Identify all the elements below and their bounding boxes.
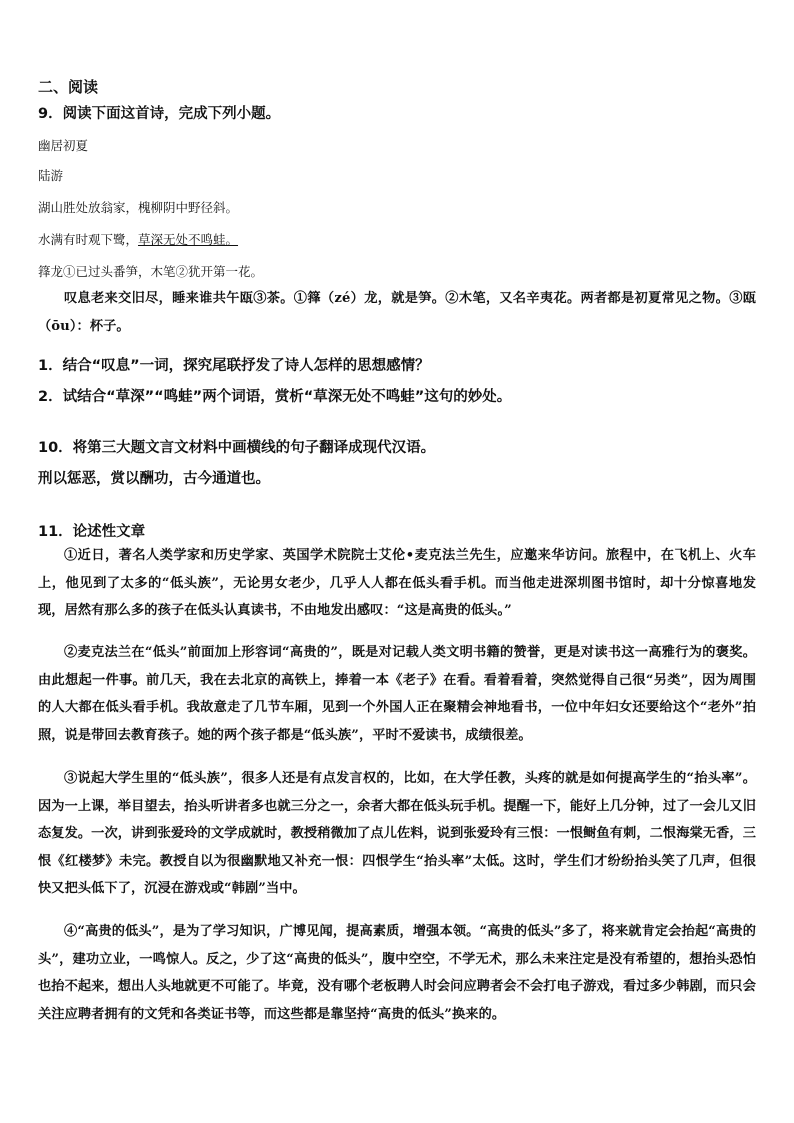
poem-line-1: 湖山胜处放翁家，槐柳阴中野径斜。 <box>38 200 239 215</box>
q11-paragraph-2: ②麦克法兰在“低头”前面加上形容词“高贵的”，既是对记载人类文明书籍的赞誉，更是对读书这一高雅行为的褒奖。由此想起一件事。前几天，我在去北京的高铁上，捧着一本《老子》在看。看着看着，突然觉得自己很“另类”，因为周围的人大都在低头看手机。我故意走了几节车厢，见到一个外国人正在聚精会神地看书，一位中年妇女还要给这个“老外”拍照，说是带回去教育孩子。她的两个孩子都是“低头族”，平时不爱读书，成绩很差。 <box>38 645 756 743</box>
q10-prompt: 10．将第三大题文言文材料中画横线的句子翻译成现代汉语。 <box>38 440 436 456</box>
q9-subquestion-1: 1．结合“叹息”一词，探究尾联抒发了诗人怎样的思想感情？ <box>38 358 430 374</box>
q11-paragraph-4: ④“高贵的低头”，是为了学习知识，广博见闻，提高素质，增强本领。“高贵的低头”多了，将来就肯定会抬起“高贵的头”，建功立业，一鸣惊人。反之，少了这“高贵的低头”，腹中空空，不学无术，那么未来注定是没有希望的，想抬头恐怕也抬不起来，想出人头地就更不可能了。毕竟，没有哪个老板聘人时会问应聘者会不会打电子游戏，看过多少韩剧，而只会关注应聘者拥有的文凭和各类证书等，而这些都是靠坚持“高贵的低头”换来的。 <box>38 924 756 1022</box>
q10-sentence: 刑以惩恶，赏以酬功，古今通道也。 <box>38 471 270 487</box>
q9-subquestion-2: 2．试结合“草深”“鸣蛙”两个词语，赏析“草深无处不鸣蛙”这句的妙处。 <box>38 389 512 405</box>
poem-line-3: 箨龙①已过头番笋，木笔②犹开第一花。 <box>38 264 264 279</box>
section-title: 二、阅读 <box>38 78 99 96</box>
poem-author: 陆游 <box>38 168 64 183</box>
poem-line-2-first: 水满有时观下鹭， <box>38 232 139 247</box>
poem-line-4-and-notes: 叹息老来交旧尽，睡来谁共午瓯③茶。①箨（zé）龙，就是笋。②木笔，又名辛夷花。两者都是初夏常见之物。③瓯（ōu）：杯子。 <box>38 291 756 334</box>
underlined-sentence: 草深无处不鸣蛙。 <box>138 232 239 247</box>
q11-paragraph-3: ③说起大学生里的“低头族”，很多人还是有点发言权的，比如，在大学任教，头疼的就是如何提高学生的“抬头率”。因为一上课，举目望去，抬头听讲者多也就三分之一，余者大都在低头玩手机。提醒一下，能好上几分钟，过了一会儿又旧态复发。一次，讲到张爱玲的文学成就时，教授稍微加了点儿佐料，说到张爱玲有三恨：一恨鲥鱼有刺，二恨海棠无香，三恨《红楼梦》未完。教授自以为很幽默地又补充一恨：四恨学生“抬头率”太低。这时，学生们才纷纷抬头笑了几声，但很快又把头低下了，沉浸在游戏或“韩剧”当中。 <box>38 771 756 896</box>
q11-prompt: 11．论述性文章 <box>38 524 146 540</box>
q9-prompt: 9．阅读下面这首诗，完成下列小题。 <box>38 106 281 122</box>
q11-paragraph-1: ①近日，著名人类学家和历史学家、英国学术院院士艾伦•麦克法兰先生，应邀来华访问。旅程中，在飞机上、火车上，他见到了太多的“低头族”，无论男女老少，几乎人人都在低头看手机。而当他走进深圳图书馆时，却十分惊喜地发现，居然有那么多的孩子在低头认真读书，不由地发出感叹：“这是高贵的低头。” <box>38 548 756 618</box>
poem-line-2 <box>38 230 238 248</box>
poem-title: 幽居初夏 <box>38 138 89 153</box>
